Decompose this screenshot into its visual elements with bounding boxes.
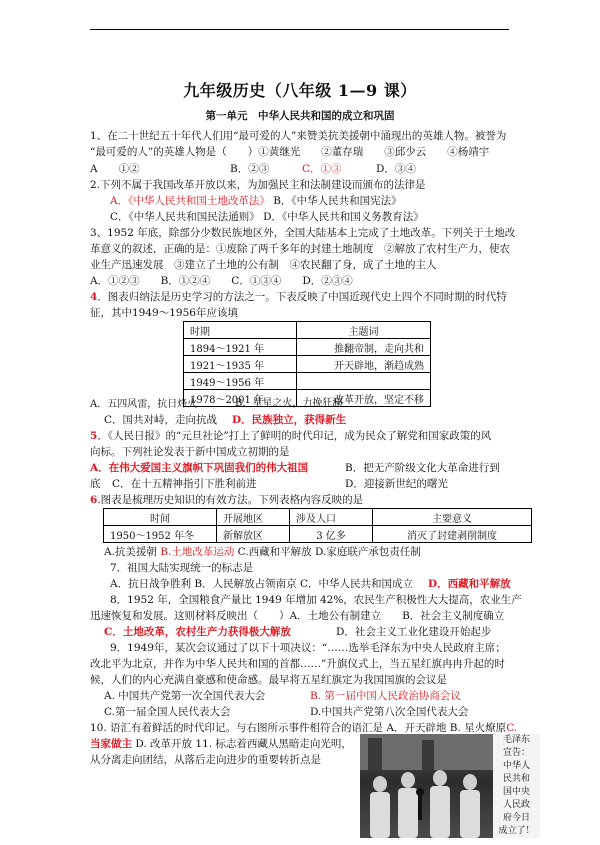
q8-line2: 迅速恢复和发展。这则材料反映出（ ）A．土地公有制建立 B．社会主义制度确立 bbox=[90, 610, 505, 622]
table-row bbox=[184, 322, 431, 339]
q5-option-d: D．迎接新世纪的曙光 bbox=[345, 478, 448, 490]
q2-option-d: D．《中华人民共和国义务教育法》 bbox=[263, 211, 424, 223]
header-rule bbox=[90, 29, 509, 30]
q6-cell: 消灭了封建剥削制度 bbox=[373, 526, 532, 543]
caption-line: 成立了！ bbox=[498, 826, 535, 836]
table-row bbox=[184, 373, 431, 390]
q5-line1: 5．《人民日报》的“元旦社论”打上了鲜明的时代印记，成为民众了解党和国家政策的风 bbox=[90, 430, 492, 442]
q6-number: 6 bbox=[90, 494, 98, 506]
q9-option-c: C.第一届全国人民代表大会 bbox=[104, 706, 231, 718]
q4-cell: 1921～1935 年 bbox=[184, 356, 297, 373]
q4-line1: 4．图表归纳法是历史学习的方法之一。下表反映了中国近现代史上四个不同时期的时代特 bbox=[90, 291, 507, 303]
page-title: 九年级历史（八年级 1—9 课） bbox=[183, 81, 417, 100]
q6-header: 时间 bbox=[104, 509, 217, 526]
q4-cell: 开天辟地，渐趋成熟 bbox=[297, 356, 431, 373]
q4-cell: 1978～2001 年 bbox=[184, 390, 297, 407]
q6-option-a: A.抗美援朝 bbox=[104, 546, 157, 558]
q9-option-a: A. 中国共产党第一次全国代表大会 bbox=[104, 690, 266, 702]
q1-line2: “最可爱的人”的英雄人物是（ ）①黄继光 ②董存瑞 ③邱少云 ④杨靖宇 bbox=[90, 146, 490, 158]
q3-line1: 3、1952 年底，除部分少数民族地区外，全国大陆基本上完成了土地改革。下列关于土地改 bbox=[90, 227, 516, 239]
q9-line3: 候，人们的内心充满自豪感和使命感。最早将五星红旗定为我国国旗的会议是 bbox=[90, 674, 447, 686]
q6-cell: 新解放区 bbox=[217, 526, 290, 543]
q4-table bbox=[183, 321, 431, 407]
q1-line1: 1、在二十世纪五十年代人们用“最可爱的人”来赞美抗美援朝中涌现出的英雄人物。被誉为 bbox=[90, 130, 507, 142]
photo-caption bbox=[493, 734, 540, 838]
caption-line: 中华人 bbox=[502, 761, 530, 771]
q1-option-a: A ①② bbox=[90, 163, 140, 175]
q6-options bbox=[104, 545, 544, 559]
q6-cell: 3 亿多 bbox=[290, 526, 373, 543]
q4-option-a: A．五四风雷，抗日烽火 bbox=[90, 399, 198, 410]
q2-option-c: C．《中华人民共和国民法通则》 bbox=[110, 211, 260, 223]
caption-line: 府今日 bbox=[502, 813, 530, 823]
q5-option-c: C．在十五精神指引下胜利前进 bbox=[112, 478, 257, 490]
q9-options-row2 bbox=[104, 705, 544, 719]
q5-option-b-cont: 底 bbox=[90, 478, 101, 490]
q7-stem: 7．祖国大陆实现统一的标志是 bbox=[110, 562, 254, 574]
q7-options bbox=[110, 577, 550, 591]
caption-line: 宣告： bbox=[502, 748, 530, 758]
q4-cell: 1894～1921 年 bbox=[184, 339, 297, 356]
table-row bbox=[104, 509, 532, 526]
q8-option-c: C．土地改革，农村生产力获得极大解放 bbox=[104, 626, 291, 638]
q9-options-row1 bbox=[104, 689, 544, 703]
q6-header: 开展地区 bbox=[217, 509, 290, 526]
q9-option-d: D.中国共产党第八次全国代表大会 bbox=[310, 706, 469, 718]
q10-option-c: 当家做主 bbox=[90, 738, 132, 750]
q5-option-a: A．在伟大爱国主义旗帜下巩固我们的伟大祖国 bbox=[90, 462, 309, 474]
q8-line1: 8．1952 年，全国粮食产量比 1949 年增加 42%，农民生产积极性大大提高，农业生产 bbox=[110, 594, 522, 606]
q2-options-row2 bbox=[110, 210, 550, 224]
table-row bbox=[184, 356, 431, 373]
q4-cell: 改革开放，坚定不移 bbox=[297, 390, 431, 407]
q2-option-b: B．《中华人民共和国宪法》 bbox=[273, 195, 402, 207]
q5-number: 5 bbox=[90, 430, 98, 442]
q6-table bbox=[103, 508, 532, 543]
q9-option-b: B. 第一届中国人民政治协商会议 bbox=[310, 690, 461, 702]
q4-option-c: C．国共对峙，走向抗战 bbox=[104, 414, 218, 426]
q3-options: A．①②③ B．①②④ C．①③④ D．②③④ bbox=[90, 275, 353, 287]
caption-line: 毛泽东 bbox=[502, 735, 530, 745]
q10-line3: 从分离走向团结，从落后走向进步的重要转折点是 bbox=[90, 754, 321, 766]
q6-stem: 6.图表是梳理历史知识的有效方法。下列表格内容反映的是 bbox=[90, 494, 364, 506]
q3-line2: 革意义的叙述，正确的是：①废除了两千多年的封建土地制度 ②解放了农村生产力，使农 bbox=[90, 243, 510, 255]
q6-option-d: D.家庭联产承包责任制 bbox=[315, 546, 421, 558]
q10-c-mark: C. bbox=[506, 722, 518, 734]
q6-cell: 1950～1952 年冬 bbox=[104, 526, 217, 543]
q7-option-d: D．西藏和平解放 bbox=[428, 578, 511, 590]
table-row bbox=[104, 526, 532, 543]
q2-option-a: A．《中华人民共和国土地改革法》 bbox=[110, 195, 270, 207]
q4-line2: 征，其中1949～1956年应该填 bbox=[90, 307, 238, 319]
q3-line3: 业生产迅速发展 ③建立了土地的公有制 ④农民翻了身，成了土地的主人 bbox=[90, 259, 437, 271]
q5-options-row2 bbox=[90, 477, 530, 491]
q7-options-abc: A．抗日战争胜利 B．人民解放占领南京 C．中华人民共和国成立 bbox=[110, 578, 414, 590]
q4-option-d: D．民族独立，获得新生 bbox=[232, 414, 347, 426]
q6-option-b: B.土地改革运动 bbox=[160, 546, 235, 558]
q4-cell: 推翻帝制，走向共和 bbox=[297, 339, 431, 356]
q1-option-d: D．③④ bbox=[376, 163, 416, 175]
q5-options-row1 bbox=[90, 461, 530, 475]
q1-option-c: C．①③ bbox=[302, 163, 342, 175]
q10-line2: 当家做主 D. 改革开放 11. 标志着西藏从黑暗走向光明， bbox=[90, 738, 352, 750]
q10-line1: 10. 语汇有着鲜活的时代印记。与右图所示事件相符合的语汇是 A．开天辟地 B. 星火燎原C. bbox=[90, 722, 518, 734]
q8-options bbox=[104, 625, 544, 639]
q5-line2: 向标。下列社论发表于新中国成立初期的是 bbox=[90, 446, 290, 458]
caption-line: 国中央 bbox=[502, 787, 530, 797]
caption-line: 人民政 bbox=[502, 800, 530, 810]
q4-header-period: 时期 bbox=[184, 322, 297, 339]
q2-stem: 2.下列不属于我国改革开放以来，为加强民主和法制建设而颁布的法律是 bbox=[90, 179, 426, 191]
q4-header-theme: 主题词 bbox=[297, 322, 431, 339]
q4-cell-blank bbox=[297, 373, 431, 390]
q4-number: 4 bbox=[90, 291, 98, 303]
q1-option-b: B．②③ bbox=[230, 163, 270, 175]
q4-options-row1 bbox=[90, 397, 530, 412]
q9-line1: 9．1949年，某次会议通过了以下十项决议：“……选举毛泽东为中央人民政府主席； bbox=[110, 642, 506, 654]
q8-option-d: D．社会主义工业化建设开始起步 bbox=[336, 626, 492, 638]
q6-header: 主要意义 bbox=[373, 509, 532, 526]
table-row bbox=[184, 339, 431, 356]
q2-options-row1 bbox=[110, 194, 550, 208]
q5-option-b: B．把无产阶级文化大革命进行到 bbox=[345, 462, 500, 474]
q6-option-c: C.西藏和平解放 bbox=[237, 546, 312, 558]
q1-options bbox=[90, 162, 530, 176]
q4-option-b: B．星星之火，力挽狂澜 bbox=[235, 398, 343, 409]
q4-options-row2 bbox=[104, 413, 544, 427]
q6-header: 涉及人口 bbox=[290, 509, 373, 526]
q9-line2: 改北平为北京，并作为中华人民共和国的首都……”升旗仪式上，当五星红旗冉冉升起的时 bbox=[90, 658, 505, 670]
caption-line: 民共和 bbox=[502, 774, 530, 784]
unit-heading: 第一单元 中华人民共和国的成立和巩固 bbox=[205, 110, 395, 122]
q4-cell: 1949～1956 年 bbox=[184, 373, 297, 390]
